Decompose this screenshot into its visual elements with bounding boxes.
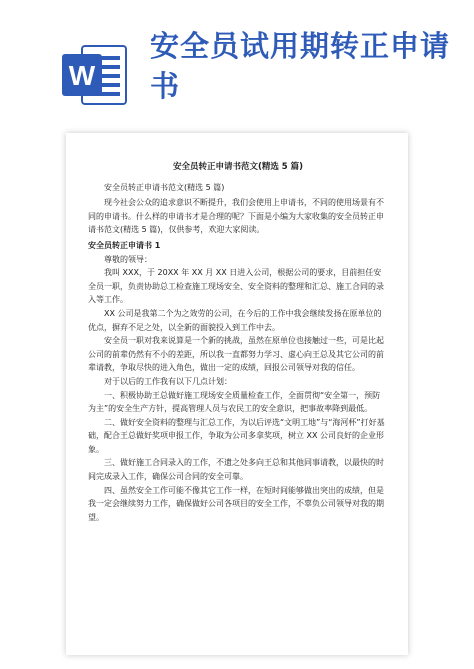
section-heading: 安全员转正申请书 1 xyxy=(88,240,161,250)
paragraph: 安全员一职对我来说算是一个新的挑战，虽然在原单位也接触过一些，可是比起公司的前辈仍然有不小的差距，所以我一直都努力学习、虚心向王总及其它公司的前辈请教，争取尽快的进入角色，做出一定的成绩，回报公司领导对我的信任。 xyxy=(88,336,384,373)
header xyxy=(0,0,474,118)
salutation: 尊敬的领导： xyxy=(104,254,152,264)
word-icon-letter: W xyxy=(68,60,96,91)
paragraph: 一、积极协助王总做好施工现场安全质量检查工作，全面贯彻“安全第一，预防为主”的安全生产方针，提高管理人员与农民工的安全意识，把事故率降到最低。 xyxy=(88,390,381,414)
paragraph: 我叫 XXX，于 20XX 年 XX 月 XX 日进入公司，根据公司的要求，目前担任安全员一职，负责协助总工检查施工现场安全、安全资料的整理和汇总、施工合同的录入等工作。 xyxy=(88,268,384,305)
document-page xyxy=(66,133,408,655)
page-title: 安全员试用期转正申请书 xyxy=(150,29,451,103)
document-title: 安全员转正申请书范文(精选 5 篇) xyxy=(172,162,304,172)
word-document-icon xyxy=(60,40,130,110)
paragraph: 四、虽然安全工作可能不像其它工作一样，在短时间能够做出突出的成绩，但是我一定会继续努力工作，确保做好公司各项目的安全工作，不辜负公司领导对我的期望。 xyxy=(88,485,384,522)
paragraph: 安全员转正申请书范文(精选 5 篇) xyxy=(104,182,225,192)
paragraph: 现今社会公众的追求意识不断提升，我们会使用上申请书，不同的使用场景有不同的申请书。什么样的申请书才是合理的呢？下面是小编为大家收集的安全员转正申请书范文(精选 5 篇)，仅供参考，欢迎大家阅读。 xyxy=(88,198,384,235)
paragraph: 三、做好施工合同录入的工作，不遗之处多向王总和其他同事请教，以最快的时间完成录入工作，确保公司合同的安全可靠。 xyxy=(88,458,384,482)
paragraph: 二、做好安全资料的整理与汇总工作，为以后评选“文明工地”与“海河杯”打好基础，配合王总做好奖项申报工作，争取为公司多拿奖项，树立 XX 公司良好的企业形象。 xyxy=(88,417,385,454)
paragraph: XX 公司是我第二个为之效劳的公司，在今后的工作中我会继续发扬在原单位的优点，摒弃不足之处，以全新的面貌投入到工作中去。 xyxy=(88,308,382,332)
document-content xyxy=(88,161,388,524)
paragraph: 对于以后的工作我有以下几点计划： xyxy=(104,376,232,386)
